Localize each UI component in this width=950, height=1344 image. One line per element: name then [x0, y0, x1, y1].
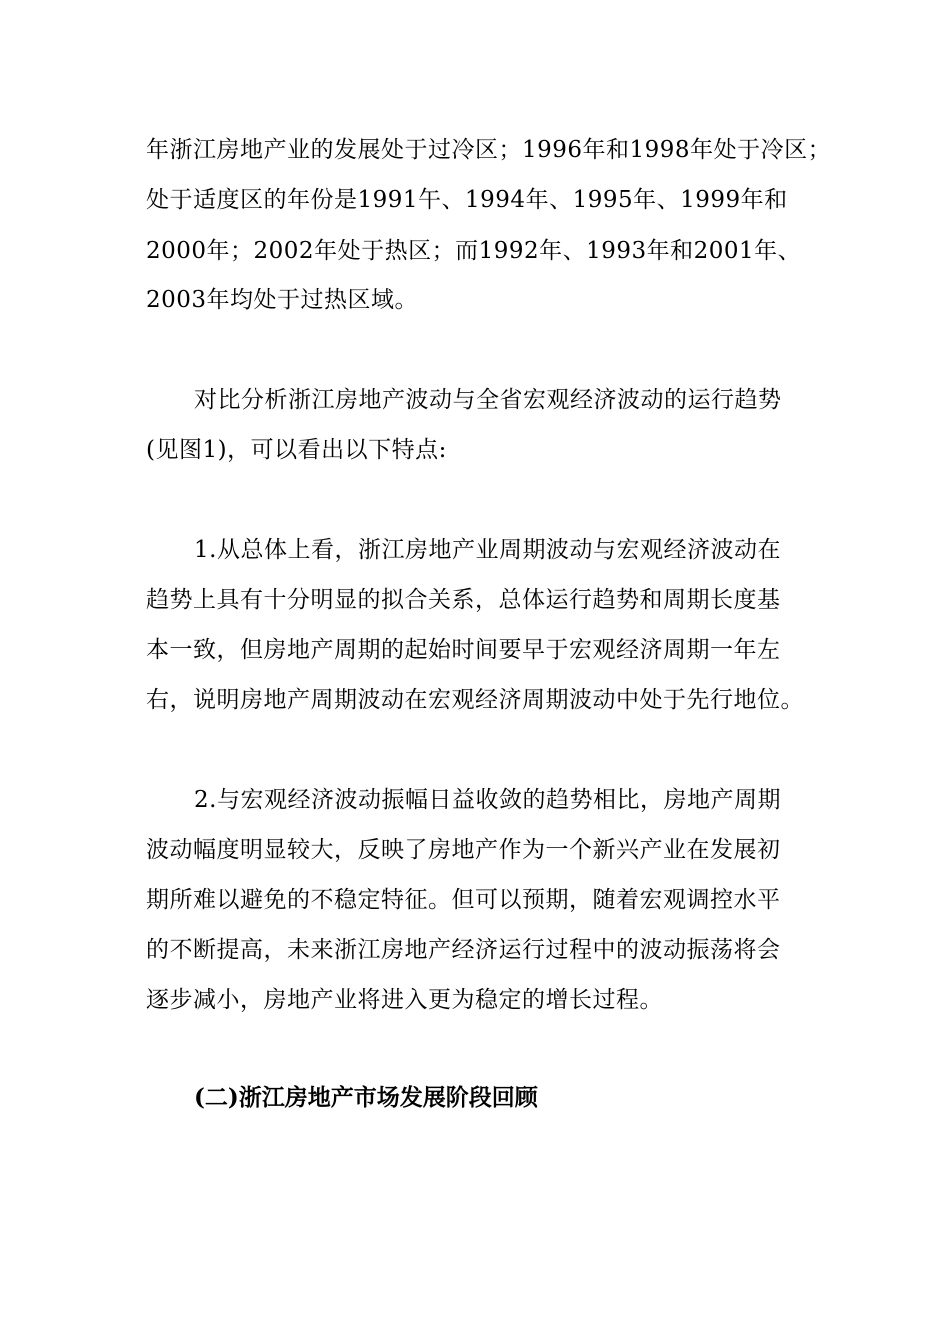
text-line: 2000年；2002年处于热区；而1992年、1993年和2001年、 — [146, 238, 802, 264]
text-line: 本一致，但房地产周期的起始时间要早于宏观经济周期一年左 — [146, 637, 781, 663]
text-line: 波动幅度明显较大，反映了房地产作为一个新兴产业在发展初 — [146, 837, 781, 863]
text-line: 逐步减小，房地产业将进入更为稳定的增长过程。 — [146, 987, 663, 1013]
text-line: 2003年均处于过热区域。 — [146, 287, 419, 313]
text-line: 1.从总体上看，浙江房地产业周期波动与宏观经济波动在 — [194, 537, 781, 563]
text-line: 对比分析浙江房地产波动与全省宏观经济波动的运行趋势 — [194, 387, 782, 413]
text-line: 处于适度区的年份是1991午、1994年、1995年、1999年和 — [146, 187, 788, 213]
text-line: (见图1)，可以看出以下特点: — [146, 437, 447, 463]
text-line: 的不断提高，未来浙江房地产经济运行过程中的波动振荡将会 — [146, 937, 781, 963]
section-heading: (二)浙江房地产市场发展阶段回顾 — [194, 1084, 538, 1111]
text-line: 趋势上具有十分明显的拟合关系，总体运行趋势和周期长度基 — [146, 587, 781, 613]
text-line: 年浙江房地产业的发展处于过冷区；1996年和1998年处于冷区； — [146, 137, 832, 163]
text-line: 右，说明房地产周期波动在宏观经济周期波动中处于先行地位。 — [146, 687, 804, 713]
text-line: 期所难以避免的不稳定特征。但可以预期，随着宏观调控水平 — [146, 887, 781, 913]
text-line: 2.与宏观经济波动振幅日益收敛的趋势相比，房地产周期 — [194, 787, 781, 813]
